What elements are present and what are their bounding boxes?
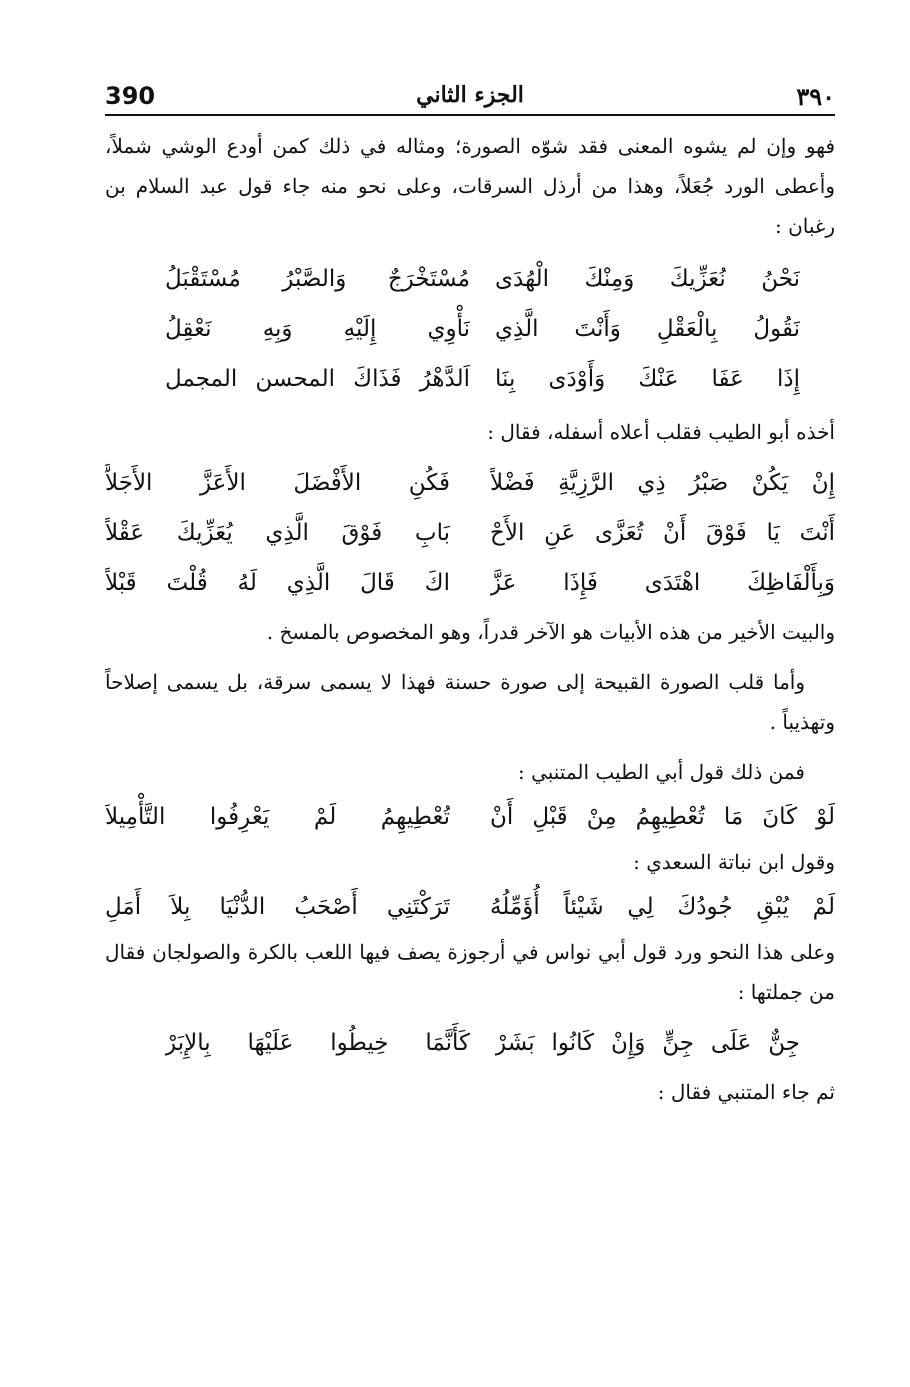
paragraph-reversal: وأما قلب الصورة القبيحة إلى صورة حسنة فهذا لا يسمى سرقة، بل يسمى إصلاحاً وتهذيباً . (105, 670, 835, 734)
verse-first-hemistich: جِنٌّ عَلَى جِنٍّ وَإِنْ كَانُوا بَشَرْ (495, 1030, 800, 1056)
verse-first-hemistich: نَحْنُ نُعَزِّيكَ وَمِنْكَ الْهُدَى (495, 266, 800, 292)
verse-line (105, 254, 835, 304)
paragraph-ibn-nubata-intro: وقول ابن نباتة السعدي : (633, 850, 835, 874)
verse-second-hemistich: نَأْوِي إِلَيْهِ وَبِهِ نَعْقِلُ (165, 316, 470, 342)
page-number: 390 (105, 82, 156, 110)
verse-first-hemistich: لَمْ يُبْقِ جُودُكَ لِي شَيْئاً أُؤَمِّلُهُ (490, 894, 835, 920)
running-title: الجزء الثاني (416, 82, 524, 108)
page-header (105, 80, 835, 116)
verse-first-hemistich: لَوْ كَانَ مَا تُعْطِيهِمُ مِنْ قَبْلِ أَنْ (490, 804, 835, 830)
paragraph-last-verse-note: والبيت الأخير من هذه الأبيات هو الآخر قدراً، وهو المخصوص بالمسخ . (266, 620, 835, 644)
verse-first-hemistich: نَقُولُ بِالْعَقْلِ وَأَنْتَ الَّذِي (495, 316, 800, 342)
verse-second-hemistich: اكَ قَالَ الَّذِي لَهُ قُلْتَ قَبْلاً (105, 570, 450, 596)
verse-first-hemistich: وَبِأَلْفَاظِكَ اهْتَدَى فَإِذَا عَزَّ (490, 570, 835, 596)
verse-line (105, 558, 835, 608)
verse-first-hemistich: إِذَا عَفَا عَنْكَ وَأَوْدَى بِنَا (495, 366, 800, 392)
verse-second-hemistich: اَلدَّهْرُ فَذَاكَ المحسن المجمل (165, 366, 470, 392)
paragraph-abu-nuwas-intro: وعلى هذا النحو ورد قول أبي نواس في أرجوزة يصف فيها اللعب بالكرة والصولجان فقال من جملتها : (105, 940, 835, 1004)
verse-second-hemistich: بَابِ فَوْقَ الَّذِي يُعَزِّيكَ عَقْلاً (105, 520, 450, 546)
paragraph-mutanabbi-closing: ثم جاء المتنبي فقال : (657, 1080, 835, 1104)
verse-line (105, 508, 835, 558)
verse-second-hemistich: تَرَكْتَنِي أَصْحَبُ الدُّنْيَا بِلاَ أَمَلِ (105, 894, 450, 920)
verse-first-hemistich: إِنْ يَكُنْ صَبْرُ ذِي الرَّزِيَّةِ فَضْلاً (490, 470, 835, 496)
paragraph-intro: فهو وإن لم يشوه المعنى فقد شوّه الصورة؛ ومثاله في ذلك كمن أودع الوشي شملاً، وأعطى الورد جُعَلاً، وهذا من أرذل السرقات، وعلى نحو منه جاء قول عبد السلام بن رغبان : (105, 134, 835, 238)
verse-first-hemistich: أَنْتَ يَا فَوْقَ أَنْ تُعَزَّى عَنِ الأَحْ (490, 520, 835, 546)
verse-line (105, 354, 835, 404)
paragraph-mutanabbi-intro: فمن ذلك قول أبي الطيب المتنبي : (517, 760, 805, 784)
poem-abdussalam (105, 254, 835, 404)
verse-line (105, 458, 835, 508)
verse-second-hemistich: فَكُنِ الأَفْضَلَ الأَعَزَّ الأَجَلاَّ (105, 470, 450, 496)
page-number-arabic: ٣٩٠ (796, 82, 835, 111)
verse-ibn-nubata (105, 882, 835, 932)
verse-line (105, 304, 835, 354)
verse-mutanabbi (105, 792, 835, 842)
verse-abu-nuwas (105, 1018, 835, 1068)
verse-second-hemistich: مُسْتَخْرَجٌ وَالصَّبْرُ مُسْتَقْبَلُ (165, 266, 470, 292)
book-page (105, 80, 835, 1112)
poem-abu-tayyib (105, 458, 835, 608)
verse-second-hemistich: كَأَنَّمَا خِيطُوا عَلَيْهَا بِالإِبَرْ (165, 1030, 470, 1056)
verse-second-hemistich: تُعْطِيهِمُ لَمْ يَعْرِفُوا التَّأْمِيلاَ (105, 804, 450, 830)
paragraph-abu-tayyib-intro: أخذه أبو الطيب فقلب أعلاه أسفله، فقال : (487, 420, 835, 444)
